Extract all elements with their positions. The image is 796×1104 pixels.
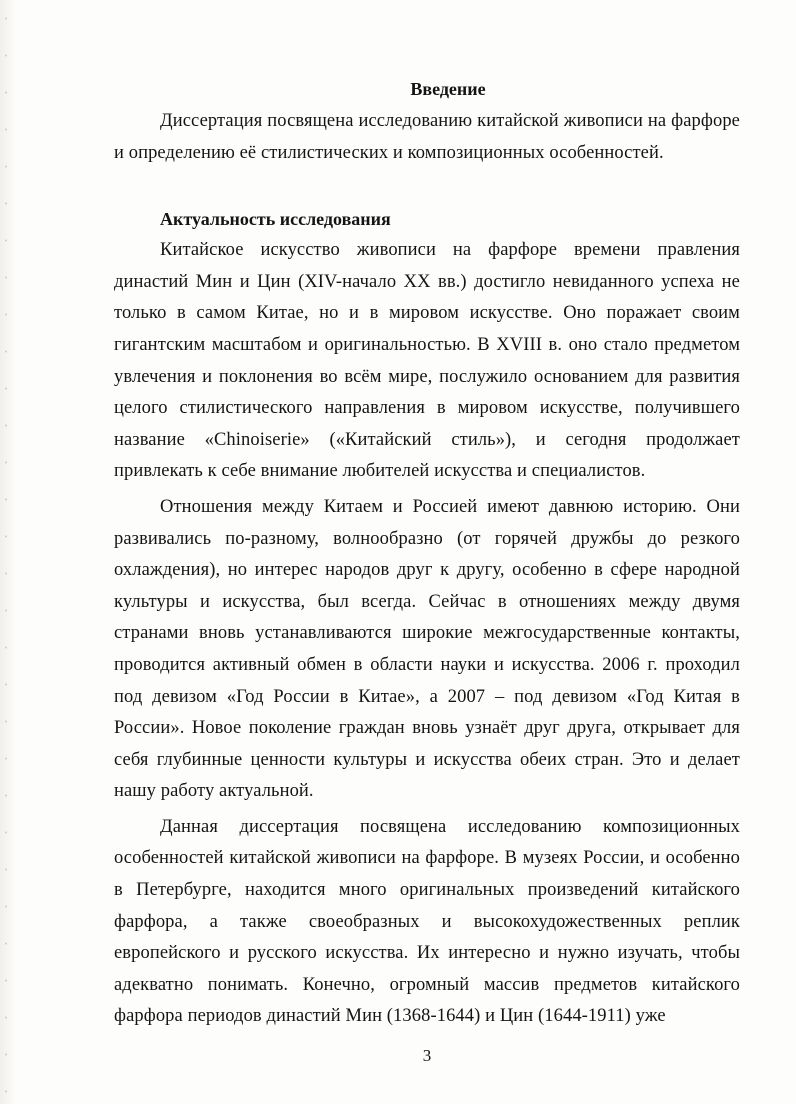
body-paragraph: Китайское искусство живописи на фарфоре времени правления династий Мин и Цин (XIV-начало XX вв.) достигло невиданного успеха не только в самом Китае, но и в мировом искусстве. Оно поражает своим гигантским масштабом и оригинальностью. В XVIII в. оно стало предметом увлечения и поклонения во всём мире, послужило основанием для развития целого стилистического направления в мировом искусстве, получившего название «Chinoiserie» («Китайский стиль»), и сегодня продолжает привлекать к себе внимание любителей искусства и специалистов. [114, 240, 740, 482]
intro-paragraph: Диссертация посвящена исследованию китайской живописи на фарфоре и определению её стилистических и композиционных особенностей. [114, 111, 740, 163]
body-paragraph: Отношения между Китаем и Россией имеют давнюю историю. Они развивались по-разному, волнообразно (от горячей дружбы до резкого охлаждения), но интерес народов друг к другу, особенно в сфере народной культуры и искусства, был всегда. Сейчас в отношениях между двумя странами вновь устанавливаются широкие межгосударственные контакты, проводится активный обмен в области науки и искусства. 2006 г. проходил под девизом «Год России в Китае», а 2007 – под девизом «Год Китая в России». Новое поколение граждан вновь узнаёт друг друга, открывает для себя глубинные ценности культуры и искусства обеих стран. Это и делает нашу работу актуальной. [114, 496, 740, 802]
page-heading: Введение [410, 79, 486, 99]
page-number: 3 [422, 1046, 432, 1065]
spacer [114, 169, 740, 203]
section-title: Актуальность исследования [160, 209, 391, 230]
body-paragraph: Данная диссертация посвящена исследованию композиционных особенностей китайской живописи на фарфоре. В музеях России, и особенно в Петербурге, находится много оригинальных произведений китайского фарфора, а также своеобразных и высокохудожественных реплик европейского и русского искусства. Их интересно и нужно изучать, чтобы адекватно понимать. Конечно, огромный массив предметов китайского фарфора периодов династий Мин (1368-1644) и Цин (1644-1911) уже [114, 816, 740, 1027]
document-body [114, 76, 740, 1033]
scan-artifact-dots [2, 0, 10, 1104]
